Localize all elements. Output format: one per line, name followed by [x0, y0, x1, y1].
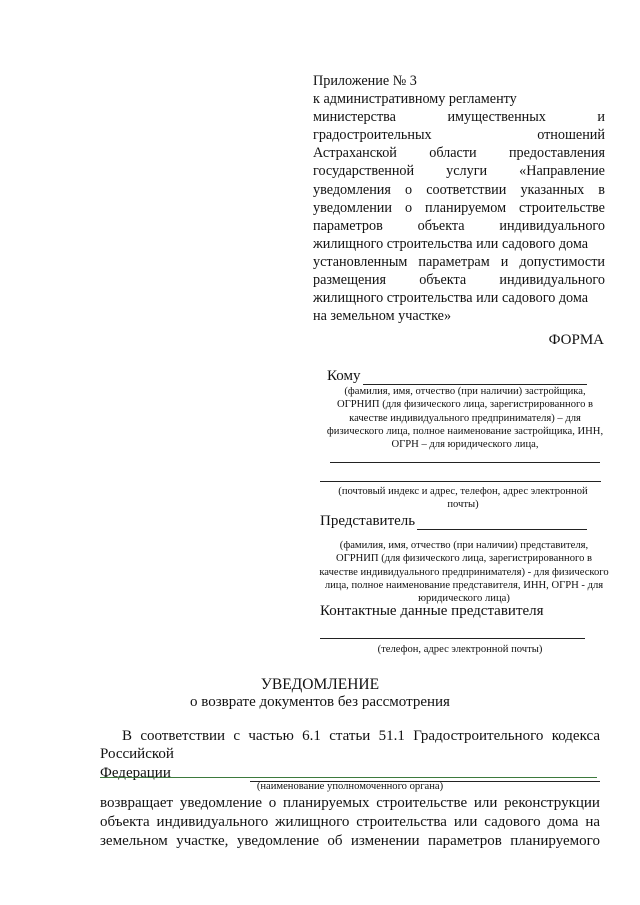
representative-field — [320, 513, 587, 530]
contact-label: Контактные данные представителя — [320, 603, 544, 619]
body-line-2-text: Российской Федерации — [100, 746, 174, 781]
appendix-word: «Направление — [519, 163, 605, 180]
body-word: 6.1 — [302, 728, 321, 744]
representative-hint: (фамилия, имя, отчество (при наличии) представителя, ОГРНИП (для физического лица, зарегистрированного в качестве индивидуального предпринимателя) - для физического лица, полное наименование представителя, ИНН, ОГРН - для юридического лица) — [319, 540, 609, 605]
body-word: дома — [547, 814, 579, 830]
body-word: Градостроительного — [413, 728, 544, 744]
body-word: или — [453, 814, 478, 830]
body-word: изменении — [350, 833, 420, 849]
appendix-word: параметров — [313, 217, 383, 234]
appendix-word: о — [405, 181, 413, 198]
body-word: возвращает — [100, 795, 174, 811]
recipient-field — [327, 368, 587, 385]
appendix-line — [313, 253, 605, 271]
appendix-word: и — [500, 253, 509, 270]
appendix-line — [313, 126, 605, 144]
representative-label: Представитель — [320, 513, 416, 529]
body-word: или — [473, 795, 498, 811]
appendix-line: жилищного строительства или садового дома — [313, 290, 589, 307]
appendix-word: области — [429, 145, 477, 162]
body-word: 51.1 — [378, 728, 405, 744]
notice-title: УВЕДОМЛЕНИЕ — [260, 676, 380, 693]
body-word: индивидуального — [156, 814, 269, 830]
appendix-word: имущественных — [447, 109, 546, 126]
body-word: соответствии — [140, 728, 226, 744]
appendix-line: жилищного строительства или садового дома — [313, 235, 589, 252]
appendix-word: объекта — [417, 217, 465, 234]
appendix-word: указанных — [520, 181, 585, 198]
appendix-line: Приложение № 3 — [313, 73, 417, 89]
appendix-word: индивидуального — [499, 272, 605, 289]
appendix-line — [313, 217, 605, 235]
body-word: кодекса — [551, 728, 600, 744]
appendix-line: к административному регламенту — [313, 91, 517, 108]
body-line-1 — [122, 727, 600, 746]
recipient-line-2 — [320, 481, 601, 482]
body-word: реконструкции — [504, 795, 600, 811]
body-word: частью — [248, 728, 294, 744]
appendix-word: в — [598, 181, 605, 198]
appendix-word: соответствии — [426, 181, 507, 198]
body-word: В — [122, 728, 133, 744]
notice-subtitle: о возврате документов без рассмотрения — [190, 694, 450, 710]
appendix-word: размещения — [313, 272, 387, 289]
appendix-word: планируемом — [425, 199, 507, 216]
body-word: о — [268, 795, 277, 811]
body-word: статьи — [329, 728, 371, 744]
body-word: планируемого — [510, 833, 600, 849]
appendix-line — [313, 144, 605, 162]
authority-line — [100, 777, 597, 778]
appendix-line — [313, 271, 605, 289]
body-word: садового — [484, 814, 541, 830]
body-word: строительстве — [376, 795, 468, 811]
appendix-word: строительстве — [519, 199, 605, 216]
appendix-word: министерства — [313, 109, 396, 126]
body-word: земельном — [100, 833, 168, 849]
body-word: объекта — [100, 814, 150, 830]
appendix-word: государственной — [313, 163, 415, 180]
body-word: участке, — [176, 833, 229, 849]
appendix-header — [313, 72, 605, 325]
contact-hint: (телефон, адрес электронной почты) — [377, 644, 543, 655]
recipient-line-1 — [330, 462, 600, 463]
appendix-line — [313, 199, 605, 217]
appendix-word: объекта — [419, 272, 467, 289]
body-word: параметров — [427, 833, 502, 849]
body-word: строительства — [356, 814, 447, 830]
appendix-word: о — [404, 199, 413, 216]
form-label: ФОРМА — [548, 332, 604, 348]
authority-hint: (наименование уполномоченного органа) — [256, 781, 444, 792]
recipient-label: Кому — [327, 368, 361, 384]
appendix-word: параметрам — [418, 253, 490, 270]
body-word: об — [327, 833, 343, 849]
body-word: на — [585, 814, 600, 830]
body-word: планируемых — [282, 795, 370, 811]
appendix-word: градостроительных — [313, 127, 432, 144]
address-hint: (почтовый индекс и адрес, телефон, адрес электронной почты) — [338, 486, 588, 511]
appendix-line — [313, 181, 605, 199]
appendix-line — [313, 162, 605, 180]
body-word: жилищного — [275, 814, 350, 830]
appendix-word: установленным — [313, 253, 408, 270]
body-line-3 — [100, 794, 600, 813]
body-word: с — [233, 728, 241, 744]
appendix-word: уведомлении — [313, 199, 392, 216]
appendix-line: на земельном участке» — [313, 308, 452, 325]
contact-line — [320, 638, 585, 639]
appendix-word: отношений — [537, 127, 605, 144]
body-line-4 — [100, 813, 600, 832]
body-word: уведомление — [236, 833, 319, 849]
recipient-hint: (фамилия, имя, отчество (при наличии) застройщика, ОГРНИП (для физического лица, зарегистрированного в качестве индивидуального предпринимателя) – для физического лица, полное наименование застройщика, ИНН, ОГРН – для юридического лица, — [326, 386, 604, 451]
body-line-5 — [100, 832, 600, 851]
appendix-word: услуги — [446, 163, 488, 180]
appendix-word: индивидуального — [499, 217, 605, 234]
appendix-word: допустимости — [519, 253, 605, 270]
appendix-word: Астраханской — [313, 145, 397, 162]
appendix-word: и — [597, 109, 605, 126]
appendix-line — [313, 108, 605, 126]
representative-underline — [417, 515, 587, 530]
appendix-word: предоставления — [508, 145, 605, 162]
recipient-underline — [363, 370, 587, 385]
body-word: уведомление — [179, 795, 262, 811]
appendix-word: уведомления — [313, 181, 391, 198]
